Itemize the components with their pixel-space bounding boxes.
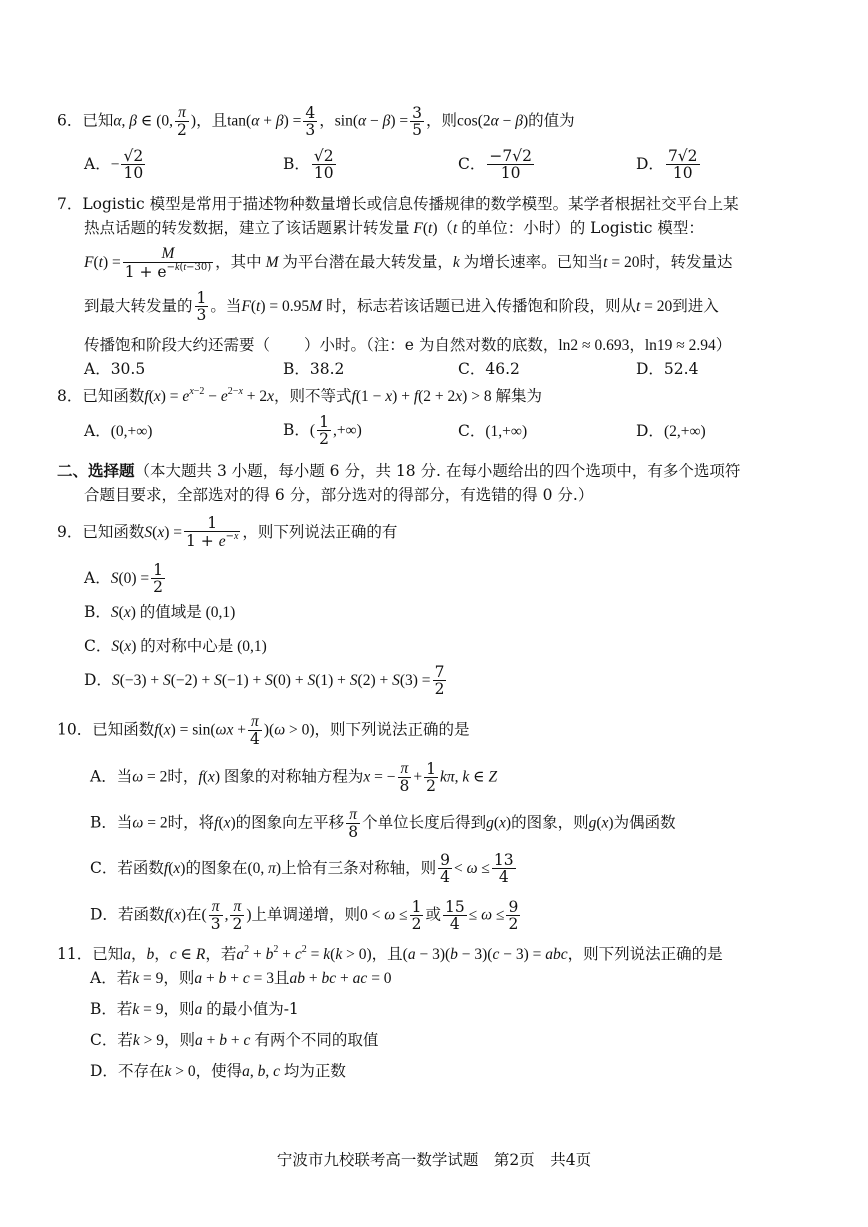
page-footer: 宁波市九校联考高一数学试题 第2页 共4页 bbox=[276, 1151, 592, 1169]
q8-option-d: D．(2,+∞) bbox=[636, 422, 706, 440]
question-9: 9．已知函数S(x) = $\frac{1}{1 + e^{-x}}$ ，则下列说法正确的有 bbox=[57, 514, 398, 551]
q7-line-5: 传播饱和阶段大约还需要（ ）小时。（注：e 为自然对数的底数，ln2 ≈ 0.693，ln19 ≈ 2.94） bbox=[84, 336, 732, 354]
question-11: 11．已知a，b，c ∈ R，若$a^2 + b^2 + c^2 = k(k > 0)$，且(a − 3)(b − 3)(c − 3) = abc，则下列说法正确的是 bbox=[57, 944, 723, 963]
q7-line-3: F(t) = $\frac{M}{1 + e^{-k(t-30)}}$ ，其中 M 为平台潜在最大转发量，k 为增长速率。已知当t = 20时，转发量达 bbox=[84, 245, 733, 282]
q6-option-d: D． $\frac{7√2}{10}$ bbox=[636, 147, 698, 183]
q8-option-c: C．(1,+∞) bbox=[458, 422, 528, 440]
q10-option-c: C．若函数f(x)的图象在(0, π)上恰有三条对称轴，则 $\frac{9}{4}$ < ω ≤ $\frac{13}{4}$ bbox=[90, 851, 514, 887]
q9-option-d: D．S(−3) + S(−2) + S(−1) + S(0) + S(1) + S(2) + S(3) = $\frac{7}{2}$ bbox=[84, 663, 445, 699]
q11-option-b: B．若k = 9，则a 的最小值为-1 bbox=[90, 1000, 299, 1018]
q11-option-a: A．若k = 9，则a + b + c = 3且ab + bc + ac = 0 bbox=[90, 969, 392, 987]
q9-option-a: A．S(0) = $\frac{1}{2}$ bbox=[84, 561, 164, 597]
q11-option-d: D．不存在k > 0，使得a, b, c 均为正数 bbox=[90, 1062, 346, 1080]
question-8: 8．已知函数$f(x) = e^{x-2} - e^{2-x} + 2x$，则不等式f(1 − x) + f(2 + 2x) > 8 解集为 bbox=[57, 386, 542, 405]
q6-option-b: B． $\frac{√2}{10}$ bbox=[283, 147, 334, 183]
q7-option-a: A．30.5 bbox=[84, 360, 146, 378]
section-2-note: 合题目要求，全部选对的得 6 分，部分选对的得部分，有选错的得 0 分.） bbox=[84, 486, 594, 504]
q7-option-c: C．46.2 bbox=[458, 360, 520, 378]
q11-option-c: C．若k > 9，则a + b + c 有两个不同的取值 bbox=[90, 1031, 379, 1049]
question-7: 7．Logistic 模型是常用于描述物种数量增长或信息传播规律的数学模型。某学者根据社交平台上某 bbox=[57, 195, 739, 213]
q9-option-b: B．S(x) 的值域是 (0,1) bbox=[84, 603, 236, 621]
q7-line-4: 到最大转发量的 $\frac{1}{3}$ 。当F(t) = 0.95M 时，标志若该话题已进入传播饱和阶段，则从t = 20到进入 bbox=[84, 289, 719, 325]
q8-option-a: A．(0,+∞) bbox=[84, 422, 153, 440]
question-10: 10．已知函数f(x) = sin(ωx + $\frac{\pi}{4}$ )(ω > 0)，则下列说法正确的是 bbox=[57, 713, 470, 749]
q10-option-d: D．若函数f(x)在( $\frac{\pi}{3}$ , $\frac{\pi}{2}$ )上单调递增，则0 < ω ≤ $\frac{1}{2}$ 或 $\frac{15}{4}$ ≤ ω ≤ $\frac{9}{2}$ bbox=[90, 897, 519, 934]
q6-option-c: C． $\frac{-7√2}{10}$ bbox=[458, 147, 532, 183]
q10-option-b: B．当ω = 2时，将f(x)的图象向左平移 $\frac{\pi}{8}$ 个单位长度后得到g(x)的图象，则g(x)为偶函数 bbox=[90, 806, 676, 842]
q7-line-2: 热点话题的转发数据，建立了该话题累计转发量 F(t)（t 的单位：小时）的 Logistic 模型： bbox=[84, 219, 704, 237]
question-6: 6．已知α, β ∈ (0, $\frac{\pi}{2}$ )，且tan(α + β) = $\frac{4}{3}$ ，sin(α − β) = $\frac{3}{5}$ ，则cos(2α − β)的值为 bbox=[57, 103, 575, 140]
q7-option-b: B．38.2 bbox=[283, 360, 345, 378]
q9-option-c: C．S(x) 的对称中心是 (0,1) bbox=[84, 637, 267, 655]
q10-option-a: A．当ω = 2时，f(x) 图象的对称轴方程为x = − $\frac{\pi}{8}$ + $\frac{1}{2}$ kπ, k ∈ Z bbox=[90, 759, 498, 796]
q7-option-d: D．52.4 bbox=[636, 360, 699, 378]
q8-option-b: B．( $\frac{1}{2}$ ,+∞) bbox=[283, 413, 362, 449]
section-2-header: 二、选择题（本大题共 3 小题，每小题 6 分，共 18 分. 在每小题给出的四个选项中，有多个选项符 bbox=[57, 461, 741, 480]
q6-option-a: A．− $\frac{√2}{10}$ bbox=[84, 147, 144, 183]
